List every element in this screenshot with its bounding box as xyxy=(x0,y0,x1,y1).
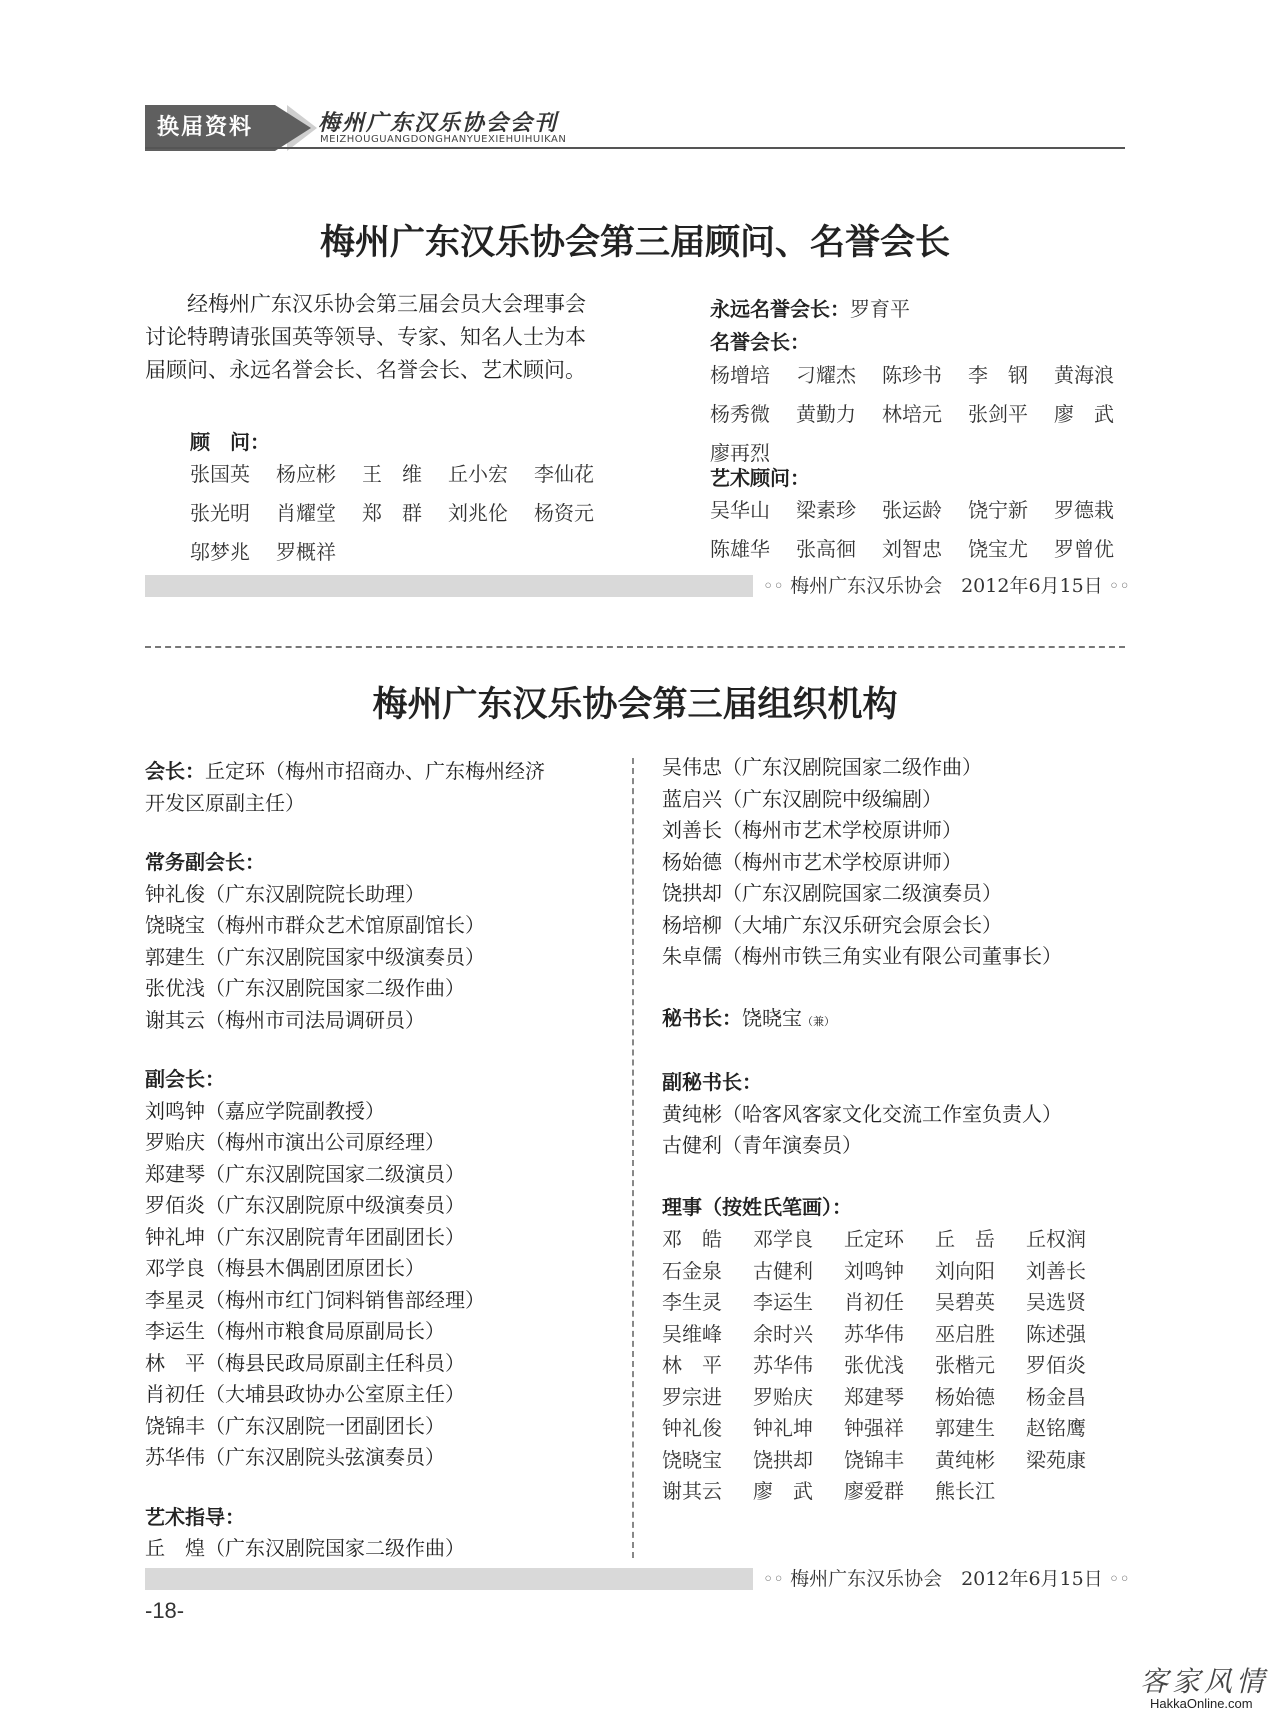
director-name: 苏华伟 xyxy=(753,1353,813,1377)
art-advisor-name: 陈雄华 xyxy=(710,537,770,561)
vp-entry: 钟礼坤（广东汉剧院青年团副团长） xyxy=(145,1224,465,1249)
advisor-name: 丘小宏 xyxy=(448,462,508,486)
vp-entry: 郑建琴（广东汉剧院国家二级演员） xyxy=(145,1161,465,1186)
director-name: 肖初任 xyxy=(844,1290,904,1314)
art-advisor-name: 饶宁新 xyxy=(968,498,1028,522)
art-director-entry: 杨培柳（大埔广东汉乐研究会原会长） xyxy=(662,912,1002,937)
exec-vp-entry: 谢其云（梅州市司法局调研员） xyxy=(145,1007,425,1032)
perm-hon-row xyxy=(710,293,910,322)
art-advisor-name: 吴华山 xyxy=(710,498,770,522)
director-name: 古健利 xyxy=(753,1258,813,1283)
dep-sec-entry: 古健利（青年演奏员） xyxy=(662,1133,862,1157)
director-name: 钟强祥 xyxy=(844,1416,904,1440)
director-name: 巫启胜 xyxy=(935,1321,995,1346)
exec-vp-entry: 饶晓宝（梅州市群众艺术馆原副馆长） xyxy=(145,913,485,937)
section2-title: 梅州广东汉乐协会第三届组织机构 xyxy=(372,685,898,725)
vp-entry: 饶锦丰（广东汉剧院一团副团长） xyxy=(145,1413,445,1438)
director-name: 邓学良 xyxy=(753,1227,813,1251)
vp-entry: 李运生（梅州市粮食局原副局长） xyxy=(145,1319,445,1343)
director-name: 罗宗进 xyxy=(662,1384,722,1409)
director-name: 钟礼俊 xyxy=(662,1416,722,1440)
section-tab: 换届资料 xyxy=(145,105,275,151)
hon-president-name: 黄海浪 xyxy=(1054,363,1114,387)
director-name: 饶晓宝 xyxy=(662,1447,722,1472)
director-name: 刘向阳 xyxy=(935,1258,995,1283)
art-director-entry: 朱卓儒（梅州市铁三角实业有限公司董事长） xyxy=(662,944,1062,968)
art-advisor-name: 罗德栽 xyxy=(1054,498,1114,522)
advisor-name: 李仙花 xyxy=(534,462,594,486)
director-name: 张优浅 xyxy=(844,1353,904,1377)
advisor-name: 王 维 xyxy=(362,462,422,486)
director-name: 杨金昌 xyxy=(1026,1384,1086,1409)
director-name: 廖爱群 xyxy=(844,1479,904,1503)
sec-gen-name: 饶晓宝 xyxy=(742,1005,802,1030)
advisor-name: 邬梦兆 xyxy=(190,540,250,564)
president-line2: 开发区原副主任） xyxy=(145,790,305,815)
vp-entry: 罗佰炎（广东汉剧院原中级演奏员） xyxy=(145,1193,465,1217)
sec-gen-note: （兼） xyxy=(802,1014,835,1028)
art-director-list-right xyxy=(662,752,1132,973)
vp-entry: 苏华伟（广东汉剧院头弦演奏员） xyxy=(145,1445,445,1469)
director-name: 廖 武 xyxy=(753,1479,813,1503)
director-name: 丘 岳 xyxy=(935,1227,995,1251)
director-name: 石金泉 xyxy=(662,1258,722,1283)
advisor-name: 杨应彬 xyxy=(276,462,336,486)
hon-president-name: 杨增培 xyxy=(710,363,770,387)
art-advisors-label: 艺术顾问： xyxy=(710,466,810,490)
advisor-name: 杨资元 xyxy=(534,501,594,525)
director-name: 熊长江 xyxy=(935,1479,995,1503)
vp-label: 副会长： xyxy=(145,1067,225,1091)
column-divider xyxy=(632,758,634,1558)
art-advisor-name: 梁素珍 xyxy=(796,498,856,522)
hon-president-name: 林培元 xyxy=(882,402,942,426)
hon-list xyxy=(710,359,1140,466)
advisor-name: 刘兆伦 xyxy=(448,501,508,525)
director-name: 张楷元 xyxy=(935,1353,995,1377)
hon-label: 名誉会长： xyxy=(710,330,810,354)
left-column xyxy=(145,756,615,1565)
footer-signature-2 xyxy=(753,1564,1140,1594)
art-advisor-name: 张高徊 xyxy=(796,537,856,561)
advisors-label: 顾 问： xyxy=(190,430,270,454)
dep-sec-label: 副秘书长： xyxy=(662,1070,762,1094)
tab-arrow xyxy=(275,105,311,151)
hon-president-name: 张剑平 xyxy=(968,402,1028,426)
advisor-name: 肖耀堂 xyxy=(276,501,336,525)
footer-dots: ◦◦ xyxy=(762,1569,785,1590)
art-advisor-name: 罗曾优 xyxy=(1054,537,1114,561)
art-advisor-name: 饶宝尤 xyxy=(968,537,1028,561)
footer-dots: ◦◦ xyxy=(1108,1569,1130,1590)
art-director-entry: 吴伟忠（广东汉剧院国家二级作曲） xyxy=(662,755,982,779)
advisor-name: 郑 群 xyxy=(362,501,422,525)
director-name: 苏华伟 xyxy=(844,1321,904,1346)
director-name: 黄纯彬 xyxy=(935,1447,995,1472)
header-rule xyxy=(145,147,1125,149)
journal-title: 梅州广东汉乐协会会刊 xyxy=(318,110,559,136)
art-advisor-name: 刘智忠 xyxy=(882,537,942,561)
director-name: 邓 皓 xyxy=(662,1227,722,1251)
director-name: 赵铭鹰 xyxy=(1026,1416,1086,1440)
section-divider xyxy=(145,646,1125,648)
president-label: 会长： xyxy=(145,759,205,783)
director-name: 李运生 xyxy=(753,1290,813,1314)
hon-president-name: 李 钢 xyxy=(968,363,1028,387)
director-name: 丘定环 xyxy=(844,1227,904,1251)
director-name: 李生灵 xyxy=(662,1290,722,1314)
advisor-name: 张国英 xyxy=(190,462,250,486)
perm-hon-label: 永远名誉会长： xyxy=(710,297,850,321)
director-name: 吴碧英 xyxy=(935,1290,995,1314)
dep-sec-entry: 黄纯彬（哈客风客家文化交流工作室负责人） xyxy=(662,1101,1062,1126)
director-name: 丘权润 xyxy=(1026,1227,1086,1251)
director-name: 梁苑康 xyxy=(1026,1447,1086,1472)
footer-dots: ◦◦ xyxy=(1108,576,1130,597)
exec-vp-entry: 张优浅（广东汉剧院国家二级作曲） xyxy=(145,976,465,1000)
art-director-entry: 饶拱却（广东汉剧院国家二级演奏员） xyxy=(662,881,1002,905)
hon-president-name: 廖 武 xyxy=(1054,402,1114,426)
footer-text-1: 梅州广东汉乐协会 2012年6月15日 xyxy=(790,575,1103,597)
perm-hon-name: 罗育平 xyxy=(850,297,910,321)
watermark-site: HakkaOnline.com xyxy=(1150,1696,1253,1711)
page-number: -18- xyxy=(145,1598,185,1623)
advisor-name: 罗概祥 xyxy=(276,540,336,564)
vp-entry: 林 平（梅县民政局原副主任科员） xyxy=(145,1350,465,1375)
director-name: 钟礼坤 xyxy=(753,1416,813,1440)
director-name: 郭建生 xyxy=(935,1416,995,1440)
footer-signature-1 xyxy=(753,571,1140,601)
president-row xyxy=(145,756,615,788)
hon-president-name: 杨秀微 xyxy=(710,402,770,426)
exec-vp-entry: 钟礼俊（广东汉剧院院长助理） xyxy=(145,881,425,906)
directors-list xyxy=(662,1223,1132,1507)
director-name: 罗佰炎 xyxy=(1026,1353,1086,1377)
directors-label: 理事（按姓氏笔画）： xyxy=(662,1194,852,1219)
director-name: 饶锦丰 xyxy=(844,1447,904,1472)
vp-entry: 罗贻庆（梅州市演出公司原经理） xyxy=(145,1130,445,1154)
art-director-entry: 杨始德（梅州市艺术学校原讲师） xyxy=(662,849,962,874)
sec-gen-row xyxy=(662,1003,1132,1038)
vp-list xyxy=(145,1096,615,1474)
director-name: 林 平 xyxy=(662,1353,722,1377)
director-name: 罗贻庆 xyxy=(753,1384,813,1409)
exec-vp-list xyxy=(145,879,615,1037)
exec-vp-label: 常务副会长： xyxy=(145,850,265,874)
watermark-logo: 客家风情 xyxy=(1140,1665,1269,1698)
director-name: 刘鸣钟 xyxy=(844,1258,904,1283)
footer-dots: ◦◦ xyxy=(762,576,785,597)
director-name: 郑建琴 xyxy=(844,1384,904,1409)
vp-entry: 邓学良（梅县木偶剧团原团长） xyxy=(145,1256,425,1280)
director-name: 陈述强 xyxy=(1026,1321,1086,1346)
art-advisor-name: 张运龄 xyxy=(882,498,942,522)
director-name: 吴维峰 xyxy=(662,1321,722,1346)
sec-gen-label: 秘书长： xyxy=(662,1005,742,1030)
vp-entry: 肖初任（大埔县政协办公室原主任） xyxy=(145,1382,465,1406)
art-director-list-left xyxy=(145,1533,615,1565)
hon-president-name: 陈珍书 xyxy=(882,363,942,387)
director-name: 饶拱却 xyxy=(753,1447,813,1472)
art-director-entry: 刘善长（梅州市艺术学校原讲师） xyxy=(662,818,962,842)
section1-title: 梅州广东汉乐协会第三届顾问、名誉会长 xyxy=(319,223,950,263)
intro-paragraph: 经梅州广东汉乐协会第三届会员大会理事会讨论特聘请张国英等领导、专家、知名人士为本届顾问、永远名誉会长、名誉会长、艺术顾问。 xyxy=(145,292,586,382)
advisor-name: 张光明 xyxy=(190,501,250,525)
art-director-label: 艺术指导： xyxy=(145,1504,245,1529)
footer-text-2: 梅州广东汉乐协会 2012年6月15日 xyxy=(790,1568,1103,1590)
dep-sec-list xyxy=(662,1099,1132,1162)
director-name: 吴选贤 xyxy=(1026,1290,1086,1314)
exec-vp-entry: 郭建生（广东汉剧院国家中级演奏员） xyxy=(145,944,485,969)
art-advisors-list xyxy=(710,494,1140,562)
art-director-entry: 蓝启兴（广东汉剧院中级编剧） xyxy=(662,786,942,811)
vp-entry: 刘鸣钟（嘉应学院副教授） xyxy=(145,1098,385,1123)
president-line1: 丘定环（梅州市招商办、广东梅州经济 xyxy=(205,759,545,783)
advisors-list xyxy=(190,458,620,565)
vp-entry: 李星灵（梅州市红门饲料销售部经理） xyxy=(145,1287,485,1312)
right-column xyxy=(662,752,1132,1507)
journal-pinyin: MEIZHOUGUANGDONGHANYUEXIEHUIHUIKAN xyxy=(320,134,567,145)
director-name: 刘善长 xyxy=(1026,1258,1086,1283)
art-director-entry: 丘 煌（广东汉剧院国家二级作曲） xyxy=(145,1536,465,1560)
hon-president-name: 刁耀杰 xyxy=(796,363,856,387)
hon-president-name: 黄勤力 xyxy=(796,402,856,426)
director-name: 谢其云 xyxy=(662,1479,722,1503)
director-name: 杨始德 xyxy=(935,1384,995,1409)
director-name: 余时兴 xyxy=(753,1321,813,1346)
hon-president-name: 廖再烈 xyxy=(710,441,770,465)
